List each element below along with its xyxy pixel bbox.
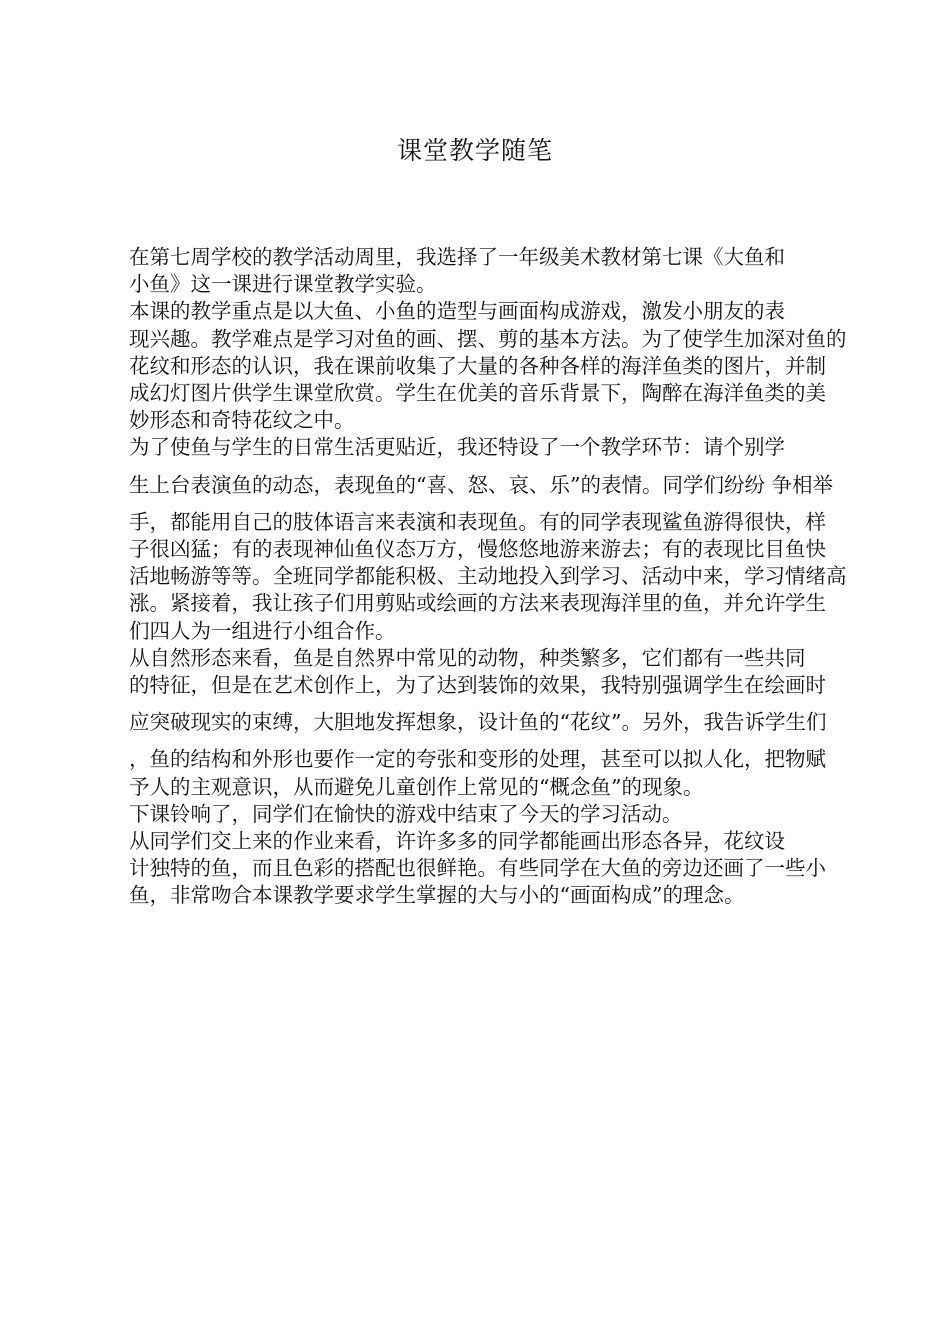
text-line: 花纹和形态的认识，我在课前收集了大量的各种各样的海洋鱼类的图片，并制 bbox=[129, 353, 826, 378]
document-title: 课堂教学随笔 bbox=[396, 136, 553, 165]
text-line: 现兴趣。教学难点是学习对鱼的画、摆、剪的基本方法。为了使学生加深对鱼的 bbox=[129, 326, 847, 351]
text-line: 予人的主观意识，从而避免儿童创作上常见的“概念鱼”的现象。 bbox=[129, 774, 704, 799]
paragraph-6 bbox=[88, 828, 888, 910]
document-body bbox=[88, 244, 888, 910]
paragraph-1 bbox=[88, 244, 888, 298]
text-line: 活地畅游等等。全班同学都能积极、主动地投入到学习、活动中来，学习情绪高 bbox=[129, 564, 847, 589]
paragraph-5 bbox=[88, 801, 888, 828]
text-line: 本课的教学重点是以大鱼、小鱼的造型与画面构成游戏，激发小朋友的表 bbox=[129, 299, 785, 324]
text-line: 手，都能用自己的肢体语言来表演和表现鱼。有的同学表现鲨鱼游得很快，样 bbox=[129, 509, 826, 534]
text-line: 应突破现实的束缚，大胆地发挥想象，设计鱼的“花纹”。另外，我告诉学生们 bbox=[129, 710, 827, 735]
text-line: 从同学们交上来的作业来看，许许多多的同学都能画出形态各异，花纹设 bbox=[129, 829, 785, 854]
text-line: 们四人为一组进行小组合作。 bbox=[129, 618, 396, 643]
text-line: 子很凶猛；有的表现神仙鱼仪态万方，慢悠悠地游来游去；有的表现比目鱼快 bbox=[129, 537, 826, 562]
paragraph-4 bbox=[88, 645, 888, 801]
text-line: 涨。紧接着，我让孩子们用剪贴或绘画的方法来表现海洋里的鱼，并允许学生 bbox=[129, 591, 826, 616]
text-line: 的特征，但是在艺术创作上，为了达到装饰的效果，我特别强调学生在绘画时 bbox=[129, 673, 826, 698]
text-line: 在第七周学校的教学活动周里，我选择了一年级美术教材第七课《大鱼和 bbox=[129, 245, 785, 269]
text-line: 鱼，非常吻合本课教学要求学生掌握的大与小的“画面构成”的理念。 bbox=[129, 883, 745, 908]
text-line: 成幻灯图片供学生课堂欣赏。学生在优美的音乐背景下，陶醉在海洋鱼类的美 bbox=[129, 381, 826, 406]
text-line: 为了使鱼与学生的日常生活更贴近，我还特设了一个教学环节：请个别学 bbox=[129, 435, 785, 460]
text-line: ，鱼的结构和外形也要作一定的夸张和变形的处理，甚至可以拟人化，把物赋 bbox=[129, 747, 826, 772]
text-line: 小鱼》这一课进行课堂教学实验。 bbox=[129, 272, 437, 297]
text-line: 从自然形态来看，鱼是自然界中常见的动物，种类繁多，它们都有一些共同 bbox=[129, 645, 806, 670]
text-line: 下课铃响了，同学们在愉快的游戏中结束了今天的学习活动。 bbox=[129, 801, 683, 826]
text-line: 妙形态和奇特花纹之中。 bbox=[129, 408, 355, 433]
text-line: 生上台表演鱼的动态，表现鱼的“喜、怒、哀、乐”的表情。同学们纷纷 争相举 bbox=[129, 472, 833, 497]
paragraph-3 bbox=[88, 434, 888, 644]
paragraph-2 bbox=[88, 298, 888, 434]
text-line: 计独特的鱼，而且色彩的搭配也很鲜艳。有些同学在大鱼的旁边还画了一些小 bbox=[129, 856, 826, 881]
